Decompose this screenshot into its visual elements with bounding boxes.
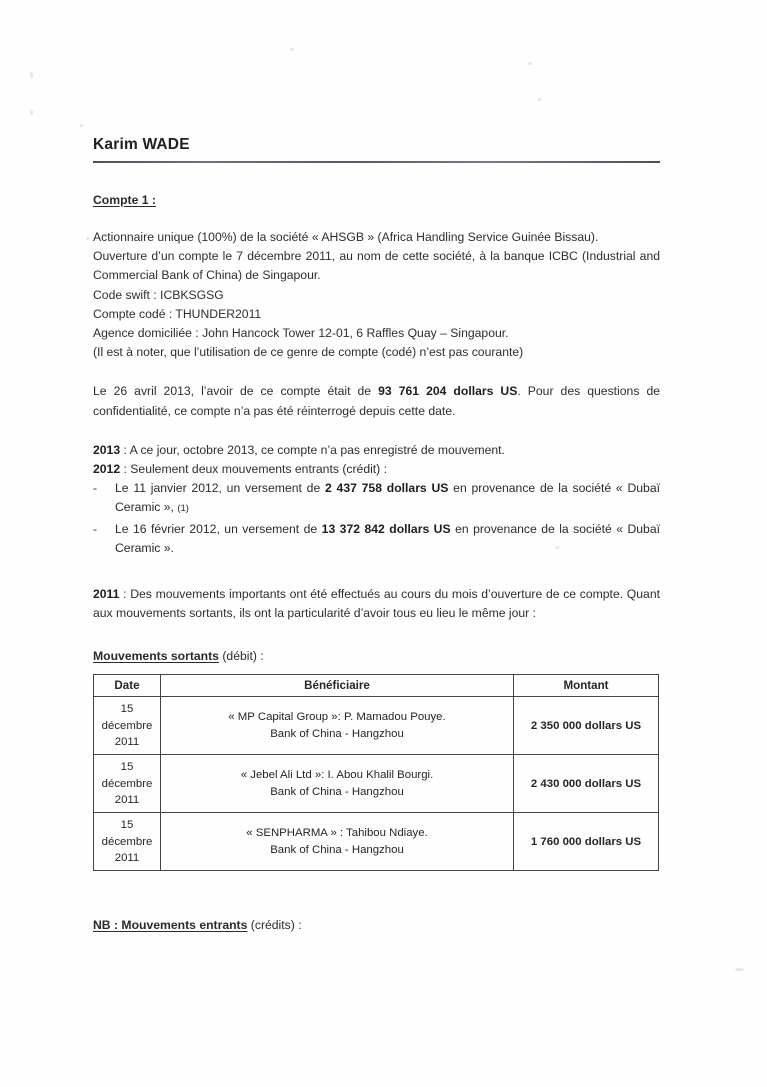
bullet-dash-icon: -: [93, 481, 98, 496]
bullet-suffix: en provenance de la société « Dubaï Ceramic »,: [115, 481, 660, 515]
footnote-reference: (1): [177, 503, 189, 515]
year-2013-paragraph: [93, 441, 660, 460]
intro-line-3: Code swift : ICBKSGSG: [93, 287, 224, 302]
spacer: [93, 362, 660, 382]
scan-speck: [30, 72, 33, 78]
spacer: [93, 421, 660, 441]
table-row: [94, 755, 659, 813]
outgoing-movements-table: [93, 674, 659, 871]
intro-line-2: Ouverture d’un compte le 7 décembre 2011, au nom de cette société, à la banque ICBC (Industrial and Commercial Bank of China) de Singapour.: [93, 249, 660, 283]
balance-suffix: . Pour des questions de confidentialité, ce compte n’a pas été réinterrogé depuis cette date.: [93, 384, 660, 418]
table-caption: [93, 649, 660, 663]
document-body: [93, 136, 660, 932]
scan-speck: [528, 62, 532, 65]
year-2012-label: 2012: [93, 462, 121, 477]
balance-amount: 93 761 204 dollars US: [378, 384, 518, 399]
cell-beneficiary: [161, 697, 514, 755]
page-title: Karim WADE: [93, 136, 190, 153]
year-2013-text: : A ce jour, octobre 2013, ce compte n’a pas enregistré de mouvement.: [120, 442, 505, 457]
year-2012-paragraph: [93, 460, 660, 479]
cell-date: 15 décembre 2011: [94, 697, 161, 755]
cell-amount: 2 350 000 dollars US: [514, 697, 659, 755]
balance-paragraph: [93, 382, 660, 420]
credit-movements-list: [93, 479, 660, 558]
bullet-prefix: Le 16 février 2012, un versement de: [115, 521, 322, 536]
table-row: [94, 813, 659, 871]
footer-note: [93, 918, 660, 932]
scan-speck: [538, 98, 541, 101]
intro-line-1: Actionnaire unique (100%) de la société « AHSGB » (Africa Handling Service Guinée Bissau).: [93, 230, 599, 244]
table-row: [94, 697, 659, 755]
scan-speck: [30, 110, 33, 115]
year-2013-label: 2013: [93, 442, 121, 457]
year-2012-text: : Seulement deux mouvements entrants (crédit) :: [120, 462, 388, 477]
beneficiary-bank: Bank of China - Hangzhou: [270, 785, 404, 798]
balance-prefix: Le 26 avril 2013, l’avoir de ce compte était de: [93, 384, 379, 399]
scan-speck: [290, 48, 294, 51]
list-item: [93, 520, 660, 558]
table-caption-rest: (débit) :: [218, 649, 264, 664]
scan-speck: [80, 124, 83, 127]
year-2011-text: : Des mouvements importants ont été effectués au cours du mois d’ouverture de ce compte. Quant aux mouvements sortants, ils ont la particularité d’avoir tous eu lieu le même jour :: [93, 587, 660, 621]
bullet-dash-icon: -: [93, 521, 98, 536]
list-item: [93, 479, 660, 518]
bullet-prefix: Le 11 janvier 2012, un versement de: [115, 481, 325, 496]
bullet-suffix: en provenance de la société « Dubaï Ceramic ».: [115, 521, 660, 555]
cell-date: 15 décembre 2011: [94, 755, 161, 813]
table-header-row: [94, 675, 659, 697]
beneficiary-name: « SENPHARMA » : Tahibou Ndiaye.: [246, 827, 428, 840]
column-header-date: Date: [94, 675, 161, 697]
beneficiary-name: « MP Capital Group »: P. Mamadou Pouye.: [228, 711, 446, 724]
spacer: [93, 871, 660, 918]
scan-speck: [735, 968, 744, 971]
title-divider: [93, 161, 660, 163]
bullet-amount: 2 437 758 dollars US: [325, 481, 449, 496]
intro-line-5: Agence domiciliée : John Hancock Tower 12-01, 6 Raffles Quay – Singapour.: [93, 326, 509, 341]
spacer: [93, 623, 660, 649]
bullet-amount: 13 372 842 dollars US: [321, 521, 451, 536]
cell-amount: 2 430 000 dollars US: [514, 755, 659, 813]
footer-note-rest: (crédits) :: [247, 918, 302, 933]
column-header-montant: Montant: [514, 675, 659, 697]
intro-line-6: (Il est à noter, que l’utilisation de ce genre de compte (codé) n’est pas courante): [93, 345, 524, 360]
cell-beneficiary: [161, 755, 514, 813]
column-header-beneficiaire: Bénéficiaire: [161, 675, 514, 697]
intro-line-4: Compte codé : THUNDER2011: [93, 306, 262, 321]
cell-beneficiary: [161, 813, 514, 871]
cell-amount: 1 760 000 dollars US: [514, 813, 659, 871]
beneficiary-bank: Bank of China - Hangzhou: [270, 843, 404, 856]
scan-speck: [86, 237, 89, 240]
year-2011-label: 2011: [93, 587, 120, 602]
beneficiary-bank: Bank of China - Hangzhou: [270, 727, 404, 740]
year-2011-paragraph: [93, 585, 660, 623]
section-heading-compte-1: Compte 1 :: [93, 193, 156, 207]
cell-date: 15 décembre 2011: [94, 813, 161, 871]
table-caption-underlined: Mouvements sortants: [93, 649, 219, 664]
spacer: [93, 559, 660, 585]
beneficiary-name: « Jebel Ali Ltd »: I. Abou Khalil Bourgi.: [240, 769, 434, 782]
footer-note-underlined: NB : Mouvements entrants: [93, 918, 248, 933]
